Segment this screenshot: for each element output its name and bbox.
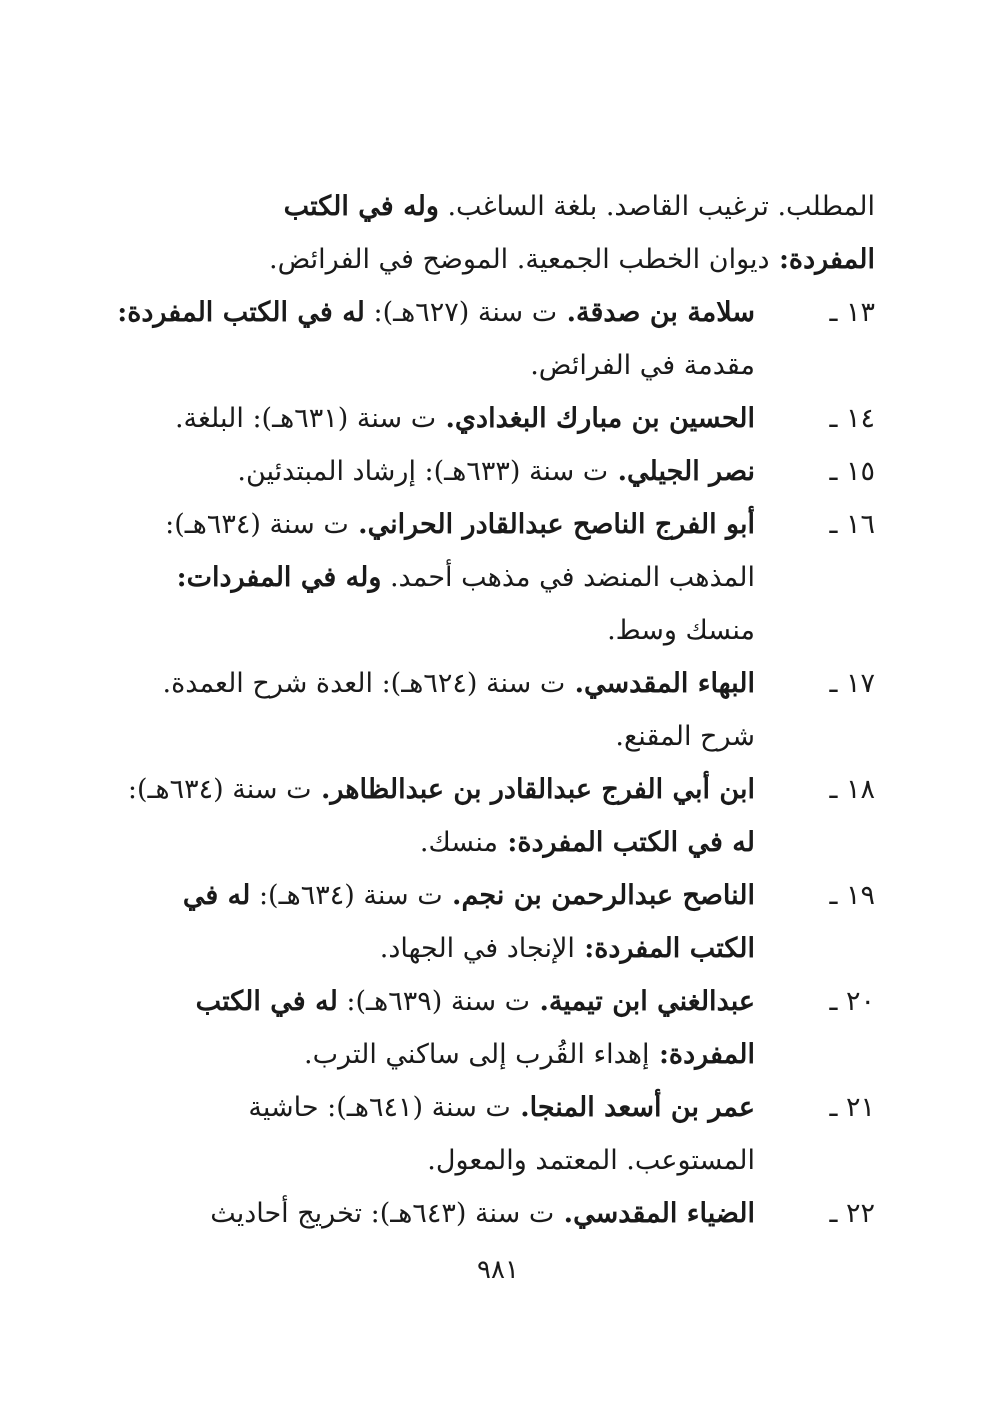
entry-name: الحسين بن مبارك البغدادي. [436, 403, 755, 434]
entry-number: ١٨ ـ [829, 774, 875, 805]
entry-name: الناصح عبدالرحمن بن نجم. [442, 880, 755, 911]
entry-bold-text: له في [182, 880, 251, 911]
entry-19-continuation [140, 922, 875, 975]
entry-13-continuation [140, 339, 875, 392]
entry-17-continuation [140, 710, 875, 763]
continuation-line-1 [140, 180, 875, 233]
entry-name: البهاء المقدسي. [565, 668, 755, 699]
entry-text: المذهب المنضد في مذهب أحمد. [381, 562, 755, 593]
entry-bold-text: له في الكتب [195, 986, 338, 1017]
entry-15 [140, 445, 875, 498]
entry-text: مقدمة في الفرائض. [530, 350, 755, 381]
entry-name: عمر بن أسعد المنجا. [510, 1092, 755, 1123]
entry-bold-text: وله في المفردات: [176, 562, 382, 593]
entry-number: ١٧ ـ [829, 668, 875, 699]
continuation-line-2 [140, 233, 875, 286]
entry-name: عبدالغني ابن تيمية. [530, 986, 755, 1017]
entry-number: ٢٠ ـ [829, 986, 875, 1017]
entry-20-continuation [140, 1028, 875, 1081]
entry-text: ت سنة (٦٤٣هـ): تخريج أحاديث [210, 1198, 555, 1229]
entry-17 [140, 657, 875, 710]
entry-bold-text: الكتب المفردة: [574, 933, 755, 964]
entry-text: ت سنة (٦٢٤هـ): العدة شرح العمدة. [162, 668, 566, 699]
entry-text: ت سنة (٦٣٤هـ): [250, 880, 443, 911]
entry-number: ١٣ ـ [829, 297, 875, 328]
entry-text: منسك. [419, 827, 498, 858]
continuation-bold-text: المفردة: [769, 244, 875, 275]
entry-19 [140, 869, 875, 922]
entry-name: نصر الجيلي. [608, 456, 755, 487]
entry-16 [140, 498, 875, 551]
page-number: ٩٨١ [477, 1255, 519, 1285]
entry-text: الإنجاد في الجهاد. [379, 933, 575, 964]
entry-text: ت سنة (٦٣١هـ): البلغة. [174, 403, 437, 434]
entry-text: منسك وسط. [607, 615, 755, 646]
continuation-bold-text: وله في الكتب [283, 191, 439, 222]
entry-text: إهداء القُرب إلى ساكني الترب. [304, 1039, 650, 1070]
entry-number: ١٦ ـ [829, 509, 875, 540]
continuation-text: ديوان الخطب الجمعية. الموضح في الفرائض. [269, 244, 770, 275]
entry-text: ت سنة (٦٢٧هـ): [364, 297, 558, 328]
entry-text: ت سنة (٦٣٣هـ): إرشاد المبتدئين. [237, 456, 609, 487]
entry-bold-text: له في الكتب المفردة: [497, 827, 755, 858]
entry-16-continuation [140, 604, 875, 657]
entry-text: ت سنة (٦٣٤هـ): [127, 774, 312, 805]
entry-13 [117, 286, 875, 339]
entry-21 [140, 1081, 875, 1134]
entry-number: ٢٢ ـ [829, 1198, 875, 1229]
entry-number: ١٤ ـ [829, 403, 875, 434]
entry-name: ابن أبي الفرج عبدالقادر بن عبدالظاهر. [311, 774, 755, 805]
entry-text: المستوعب. المعتمد والمعول. [427, 1145, 755, 1176]
entry-18-continuation [140, 816, 875, 869]
entry-21-continuation [140, 1134, 875, 1187]
entry-18 [127, 763, 875, 816]
entry-14 [140, 392, 875, 445]
entry-bold-text: له في الكتب المفردة: [117, 297, 365, 328]
entry-name: الضياء المقدسي. [554, 1198, 755, 1229]
continuation-text: المطلب. ترغيب القاصد. بلغة الساغب. [438, 191, 875, 222]
entry-name: سلامة بن صدقة. [557, 297, 755, 328]
entry-number: ١٥ ـ [829, 456, 875, 487]
entry-text: ت سنة (٦٤١هـ): حاشية [248, 1092, 511, 1123]
entry-text: شرح المقنع. [615, 721, 755, 752]
entry-text: ت سنة (٦٣٩هـ): [337, 986, 531, 1017]
entry-text: ت سنة (٦٣٤هـ): [165, 509, 349, 540]
entry-bold-text: المفردة: [649, 1039, 755, 1070]
entry-16-continuation [140, 551, 875, 604]
entry-22 [140, 1187, 875, 1240]
entry-number: ٢١ ـ [829, 1092, 875, 1123]
entry-20 [140, 975, 875, 1028]
entry-number: ١٩ ـ [829, 880, 875, 911]
page-body [117, 180, 875, 1240]
entry-name: أبو الفرج الناصح عبدالقادر الحراني. [348, 509, 755, 540]
